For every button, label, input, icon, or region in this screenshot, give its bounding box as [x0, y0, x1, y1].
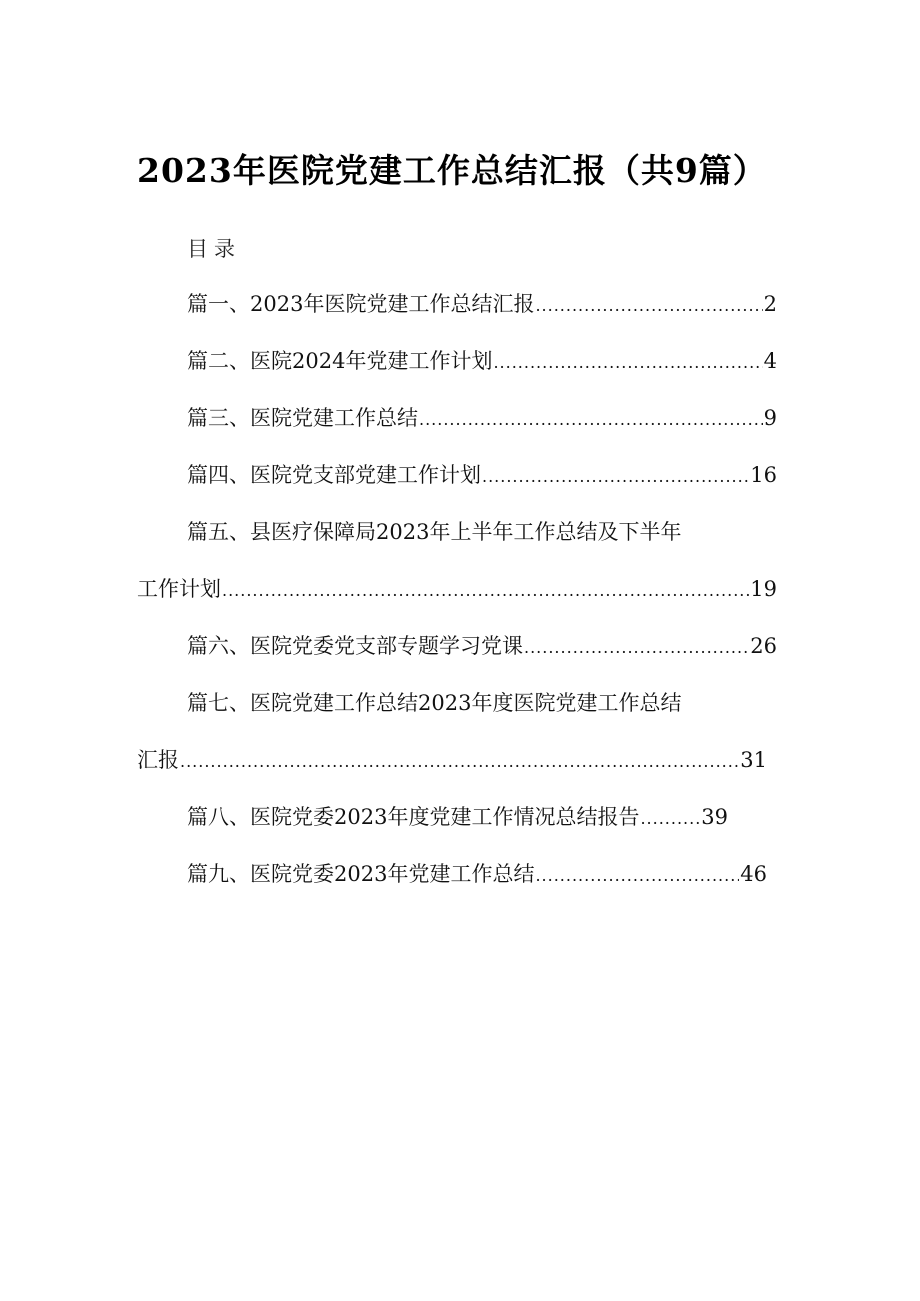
toc-leader-dots [640, 809, 700, 828]
toc-page-number: 19 [750, 577, 777, 601]
toc-entry-text: 篇一、2023年医院党建工作总结汇报 [187, 292, 535, 316]
toc-page-number: 31 [740, 748, 767, 772]
toc-page-number: 39 [701, 805, 728, 829]
toc-leader-dots [222, 581, 749, 600]
toc-entry-8[interactable] [187, 801, 728, 831]
toc-page-number: 26 [750, 634, 777, 658]
toc-entry-text: 工作计划 [137, 577, 221, 601]
document-title: 2023年医院党建工作总结汇报（共9篇） [137, 151, 767, 190]
toc-leader-dots [524, 638, 749, 657]
toc-entry-2[interactable] [187, 345, 777, 375]
toc-leader-dots [535, 296, 762, 315]
toc-entry-text: 篇四、医院党支部党建工作计划 [187, 463, 481, 487]
toc-heading: 目录 [187, 237, 241, 261]
toc-entry-7-line2[interactable] [137, 744, 767, 774]
toc-entry-text: 篇二、医院2024年党建工作计划 [187, 349, 493, 373]
toc-entry-text: 篇八、医院党委2023年度党建工作情况总结报告 [187, 805, 640, 829]
toc-entry-text: 汇报 [137, 748, 179, 772]
toc-entry-1[interactable] [187, 288, 777, 318]
toc-leader-dots [180, 752, 739, 771]
toc-page-number: 46 [740, 862, 767, 886]
toc-entry-text: 篇六、医院党委党支部专题学习党课 [187, 634, 523, 658]
toc-page-number: 2 [763, 292, 777, 316]
toc-leader-dots [493, 353, 762, 372]
toc-page-number: 4 [763, 349, 777, 373]
toc-leader-dots [419, 410, 763, 429]
toc-entry-6[interactable] [187, 630, 777, 660]
toc-entry-7-line1[interactable]: 篇七、医院党建工作总结2023年度医院党建工作总结 [187, 691, 682, 715]
toc-entry-text: 篇三、医院党建工作总结 [187, 406, 418, 430]
toc-entry-5-line2[interactable] [137, 573, 777, 603]
toc-page-number: 9 [763, 406, 777, 430]
toc-page-number: 16 [750, 463, 777, 487]
toc-leader-dots [535, 866, 739, 885]
toc-entry-9[interactable] [187, 858, 767, 888]
toc-entry-text: 篇九、医院党委2023年党建工作总结 [187, 862, 535, 886]
toc-entry-3[interactable] [187, 402, 777, 432]
toc-leader-dots [482, 467, 749, 486]
toc-entry-4[interactable] [187, 459, 777, 489]
toc-entry-5-line1[interactable]: 篇五、县医疗保障局2023年上半年工作总结及下半年 [187, 520, 682, 544]
